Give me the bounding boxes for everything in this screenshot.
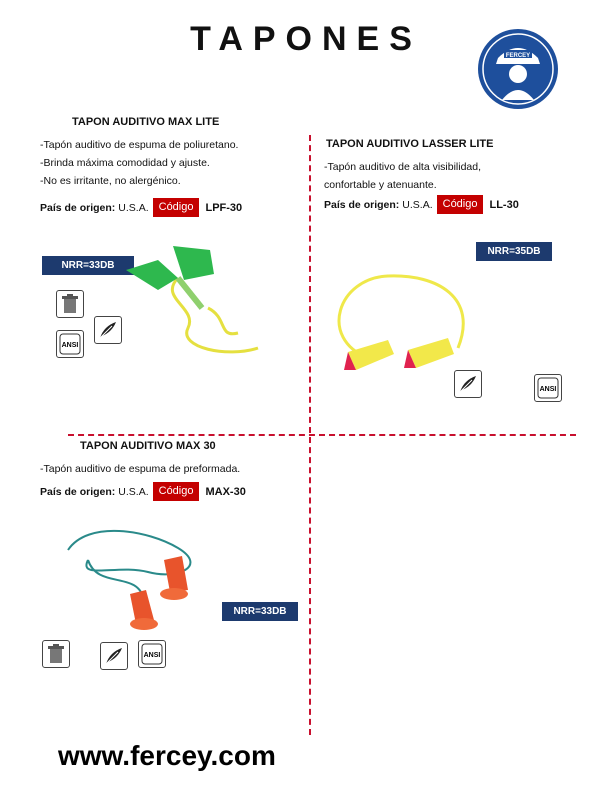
- ansi-label: ANSI: [539, 386, 557, 393]
- origin-label: País de origen:: [40, 485, 116, 498]
- feature-line: -Brinda máxima comodidad y ajuste.: [40, 157, 210, 169]
- origin-row: [40, 198, 242, 217]
- product-code: LPF-30: [205, 201, 243, 214]
- trash-icon: [42, 640, 70, 668]
- product-code: MAX-30: [205, 485, 246, 498]
- feature-line: -Tapón auditivo de espuma de preformada.: [40, 463, 241, 475]
- product-features: [40, 460, 240, 478]
- svg-text:FERCEY: FERCEY: [505, 53, 531, 59]
- page-title: TAPONES: [190, 20, 422, 58]
- origin-row: [40, 482, 246, 501]
- origin-value: U.S.A.: [118, 485, 149, 498]
- nrr-badge: NRR=35DB: [476, 242, 552, 261]
- feature-line: -Tapón auditivo de espuma de poliuretano.: [40, 139, 239, 151]
- product-title: TAPON AUDITIVO MAX 30: [80, 440, 216, 452]
- origin-label: País de origen:: [324, 198, 400, 211]
- product-features: [324, 158, 481, 194]
- feather-icon: [454, 370, 482, 398]
- product-title: TAPON AUDITIVO LASSER LITE: [326, 138, 494, 150]
- ansi-icon: [56, 330, 84, 358]
- code-badge: Código: [153, 482, 200, 501]
- origin-value: U.S.A.: [402, 198, 433, 211]
- origin-value: U.S.A.: [118, 201, 149, 214]
- fercey-logo: [458, 28, 578, 110]
- code-badge: Código: [437, 195, 484, 214]
- ansi-icon: [138, 640, 166, 668]
- code-badge: Código: [153, 198, 200, 217]
- product-code: LL-30: [489, 198, 519, 211]
- ansi-label: ANSI: [143, 652, 161, 659]
- trash-icon: [56, 290, 84, 318]
- feather-icon: [100, 642, 128, 670]
- earplug-image-max-30: [58, 520, 228, 640]
- website-link[interactable]: www.fercey.com: [58, 740, 276, 771]
- feature-line: confortable y atenuante.: [324, 179, 437, 191]
- product-title: TAPON AUDITIVO MAX LITE: [72, 116, 220, 128]
- origin-label: País de origen:: [40, 201, 116, 214]
- nrr-badge: NRR=33DB: [222, 602, 298, 621]
- product-features: [40, 136, 238, 190]
- feature-line: -No es irritante, no alergénico.: [40, 175, 181, 187]
- earplug-image-max-lite: [118, 238, 268, 368]
- feature-line: -Tapón auditivo de alta visibilidad,: [324, 161, 482, 173]
- earplug-image-lasser-lite: [328, 258, 478, 382]
- ansi-icon: [534, 374, 562, 402]
- nrr-badge: NRR=33DB: [42, 256, 134, 275]
- ansi-label: ANSI: [61, 342, 79, 349]
- origin-row: [324, 195, 519, 214]
- horizontal-divider: [68, 434, 576, 436]
